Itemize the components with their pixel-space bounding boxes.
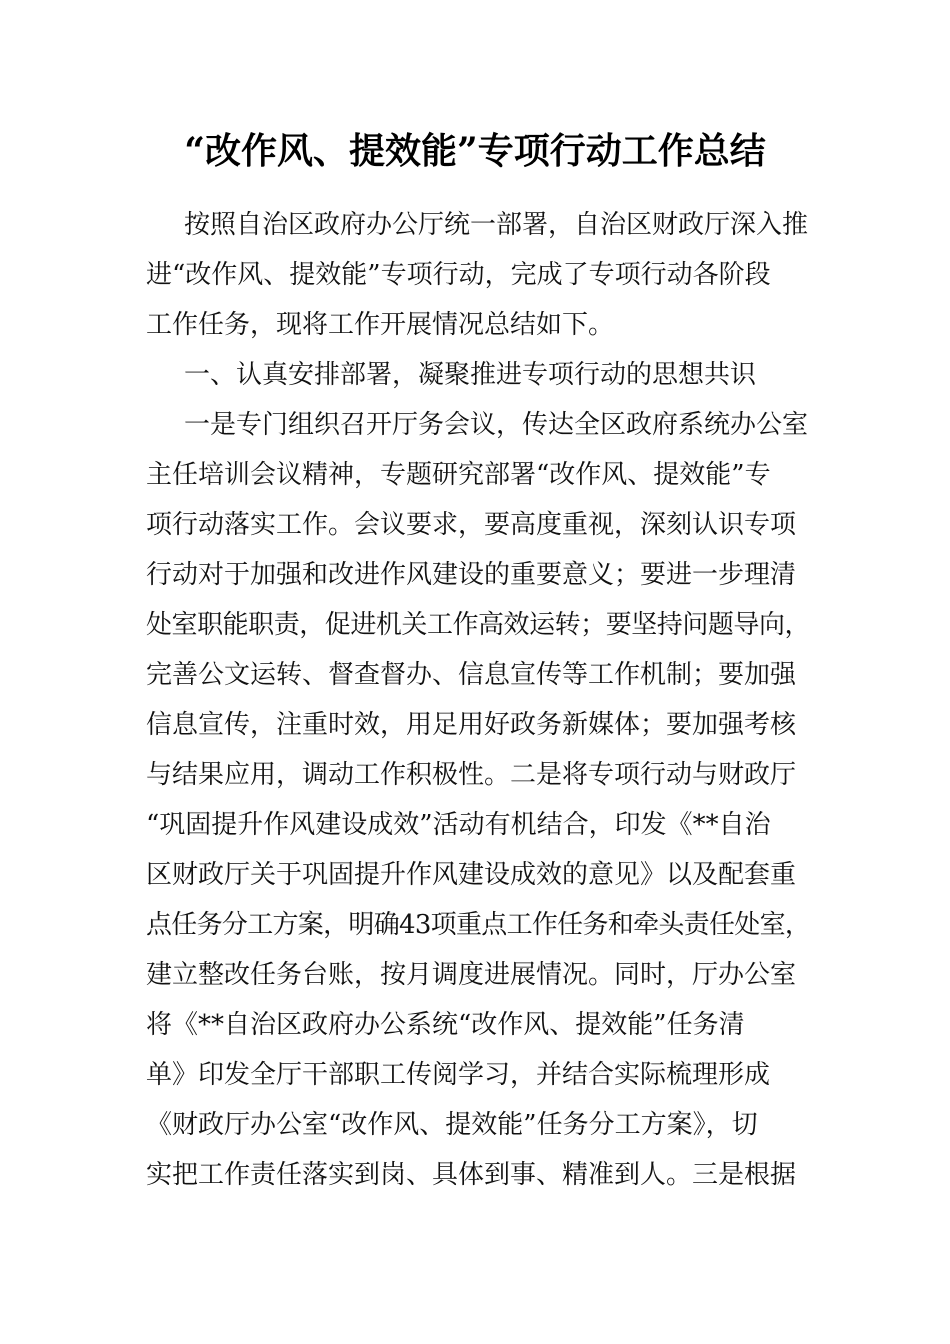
document-title: “改作风、提效能”专项行动工作总结 bbox=[184, 130, 766, 172]
text-line: 主任培训会议精神，专题研究部署“改作风、提效能”专 bbox=[146, 460, 771, 490]
text-line: 信息宣传，注重时效，用足用好政务新媒体；要加强考核 bbox=[146, 710, 797, 740]
text-line: 与结果应用，调动工作积极性。二是将专项行动与财政厅 bbox=[146, 760, 797, 790]
text-line: 工作任务，现将工作开展情况总结如下。 bbox=[146, 310, 615, 340]
text-line: 建立整改任务台账，按月调度进展情况。同时，厅办公室 bbox=[146, 960, 797, 990]
text-line: 实把工作责任落实到岗、具体到事、精准到人。三是根据 bbox=[146, 1160, 797, 1190]
text-line: 点任务分工方案，明确43项重点工作任务和牵头责任处室， bbox=[146, 910, 811, 940]
text-line: 进“改作风、提效能”专项行动，完成了专项行动各阶段 bbox=[146, 260, 771, 290]
text-line: 处室职能职责，促进机关工作高效运转；要坚持问题导向， bbox=[146, 610, 811, 640]
text-line: 行动对于加强和改进作风建设的重要意义；要进一步理清 bbox=[146, 560, 797, 590]
text-line: 区财政厅关于巩固提升作风建设成效的意见》以及配套重 bbox=[146, 860, 797, 890]
text-line: 《财政厅办公室“改作风、提效能”任务分工方案》，切 bbox=[146, 1110, 758, 1140]
document-body bbox=[146, 200, 810, 1200]
text-line: 将《**自治区政府办公系统“改作风、提效能”任务清 bbox=[146, 1010, 745, 1040]
text-line: 项行动落实工作。会议要求，要高度重视，深刻认识专项 bbox=[146, 510, 797, 540]
text-line: 一是专门组织召开厅务会议，传达全区政府系统办公室 bbox=[184, 410, 809, 440]
text-line: 单》印发全厅干部职工传阅学习，并结合实际梳理形成 bbox=[146, 1060, 771, 1090]
text-line: 一、认真安排部署，凝聚推进专项行动的思想共识 bbox=[184, 360, 757, 390]
text-line: 完善公文运转、督查督办、信息宣传等工作机制；要加强 bbox=[146, 660, 797, 690]
text-line: “巩固提升作风建设成效”活动有机结合，印发《**自治 bbox=[146, 810, 771, 840]
text-line: 按照自治区政府办公厅统一部署，自治区财政厅深入推 bbox=[184, 210, 809, 240]
